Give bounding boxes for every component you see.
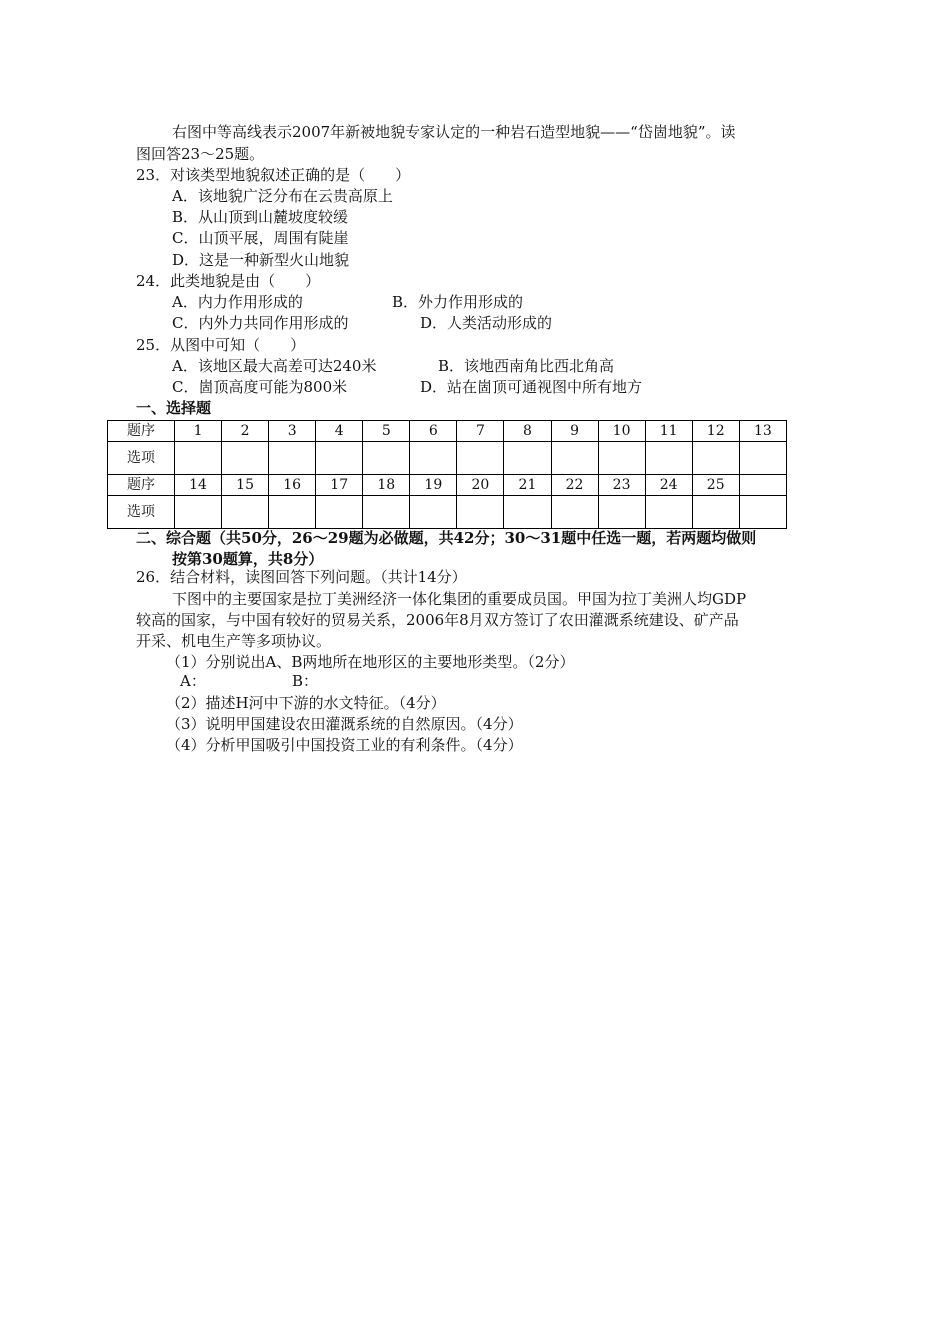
question-26-material-line-2: 较高的国家，与中国有较好的贸易关系，2006年8月双方签订了农田灌溉系统建设、矿产品 [136, 611, 739, 629]
section-1-title: 一、选择题 [136, 399, 212, 417]
answer-cell[interactable] [457, 496, 504, 529]
number-cell: 24 [645, 475, 692, 496]
choice-header-cell: 选项 [108, 442, 175, 475]
number-header-cell: 题序 [108, 421, 175, 442]
intro-line-2: 图回答23～25题。 [136, 145, 265, 163]
question-26-sub-1-label-b: B： [292, 672, 319, 690]
question-25-option-d: D．站在崮顶可通视图中所有地方 [420, 378, 643, 396]
question-26-sub-1-label-a: A： [180, 672, 206, 690]
number-header-cell: 题序 [108, 475, 175, 496]
number-cell: 3 [269, 421, 316, 442]
number-cell: 23 [598, 475, 645, 496]
answer-cell[interactable] [692, 442, 739, 475]
number-cell: 1 [175, 421, 222, 442]
answer-cell[interactable] [175, 496, 222, 529]
answer-cell[interactable] [645, 496, 692, 529]
number-cell: 22 [551, 475, 598, 496]
answer-table-number-row-1 [108, 421, 787, 442]
answer-cell[interactable] [363, 442, 410, 475]
number-cell: 20 [457, 475, 504, 496]
intro-line-1: 右图中等高线表示2007年新被地貌专家认定的一种岩石造型地貌——“岱崮地貌”。读 [172, 123, 736, 141]
number-cell: 6 [410, 421, 457, 442]
question-24-option-c: C．内外力共同作用形成的 [172, 314, 349, 332]
answer-table-number-row-2 [108, 475, 787, 496]
question-25-option-c: C．崮顶高度可能为800米 [172, 378, 348, 396]
choice-header-cell: 选项 [108, 496, 175, 529]
answer-cell[interactable] [222, 442, 269, 475]
number-cell: 2 [222, 421, 269, 442]
question-24-option-d: D．人类活动形成的 [420, 314, 553, 332]
answer-cell[interactable] [175, 442, 222, 475]
number-cell: 18 [363, 475, 410, 496]
number-cell: 5 [363, 421, 410, 442]
question-26-sub-4: （4）分析甲国吸引中国投资工业的有利条件。（4分） [166, 736, 523, 754]
question-26-sub-3: （3）说明甲国建设农田灌溉系统的自然原因。（4分） [166, 715, 523, 733]
answer-cell[interactable] [692, 496, 739, 529]
question-25-stem: 25．从图中可知（ ） [136, 336, 306, 354]
answer-cell[interactable] [645, 442, 692, 475]
number-cell: 9 [551, 421, 598, 442]
question-24-option-a: A．内力作用形成的 [172, 293, 303, 311]
question-23-option-c: C．山顶平展，周围有陡崖 [172, 229, 349, 247]
section-2-title-line-1: 二、综合题（共50分，26～29题为必做题，共42分；30～31题中任选一题，若两题均做则 [136, 529, 757, 547]
section-2-title-line-2: 按第30题算，共8分） [172, 550, 324, 568]
answer-cell[interactable] [316, 496, 363, 529]
question-26-material-line-1: 下图中的主要国家是拉丁美洲经济一体化集团的重要成员国。甲国为拉丁美洲人均GDP [172, 590, 747, 608]
question-23-option-b: B．从山顶到山麓坡度较缓 [172, 208, 349, 226]
answer-cell[interactable] [598, 496, 645, 529]
number-cell: 4 [316, 421, 363, 442]
answer-cell[interactable] [222, 496, 269, 529]
answer-cell[interactable] [457, 442, 504, 475]
question-23-stem: 23．对该类型地貌叙述正确的是（ ） [136, 166, 411, 184]
answer-cell[interactable] [410, 442, 457, 475]
number-cell [739, 475, 786, 496]
number-cell: 11 [645, 421, 692, 442]
question-23-option-d: D．这是一种新型火山地貌 [172, 251, 350, 269]
answer-cell[interactable] [739, 442, 786, 475]
answer-cell[interactable] [739, 496, 786, 529]
answer-cell[interactable] [504, 496, 551, 529]
number-cell: 15 [222, 475, 269, 496]
answer-cell[interactable] [410, 496, 457, 529]
question-26-material-line-3: 开采、机电生产等多项协议。 [136, 632, 332, 650]
number-cell: 13 [739, 421, 786, 442]
number-cell: 8 [504, 421, 551, 442]
number-cell: 21 [504, 475, 551, 496]
number-cell: 17 [316, 475, 363, 496]
answer-cell[interactable] [269, 442, 316, 475]
answer-cell[interactable] [316, 442, 363, 475]
question-24-option-b: B．外力作用形成的 [392, 293, 524, 311]
number-cell: 10 [598, 421, 645, 442]
number-cell: 7 [457, 421, 504, 442]
number-cell: 14 [175, 475, 222, 496]
question-24-stem: 24．此类地貌是由（ ） [136, 272, 321, 290]
answer-cell[interactable] [504, 442, 551, 475]
number-cell: 16 [269, 475, 316, 496]
question-25-option-a: A．该地区最大高差可达240米 [172, 357, 377, 375]
number-cell: 25 [692, 475, 739, 496]
answer-table-choice-row-1 [108, 442, 787, 475]
number-cell: 12 [692, 421, 739, 442]
question-23-option-a: A．该地貌广泛分布在云贵高原上 [172, 187, 393, 205]
question-26-sub-1: （1）分别说出A、B两地所在地形区的主要地形类型。（2分） [166, 653, 575, 671]
answer-cell[interactable] [551, 496, 598, 529]
question-26-stem: 26．结合材料，读图回答下列问题。（共计14分） [136, 568, 467, 586]
answer-table [107, 420, 787, 529]
question-25-option-b: B．该地西南角比西北角高 [438, 357, 615, 375]
question-26-sub-2: （2）描述H河中下游的水文特征。（4分） [166, 694, 446, 712]
answer-cell[interactable] [363, 496, 410, 529]
answer-cell[interactable] [551, 442, 598, 475]
answer-cell[interactable] [269, 496, 316, 529]
number-cell: 19 [410, 475, 457, 496]
answer-table-choice-row-2 [108, 496, 787, 529]
answer-cell[interactable] [598, 442, 645, 475]
